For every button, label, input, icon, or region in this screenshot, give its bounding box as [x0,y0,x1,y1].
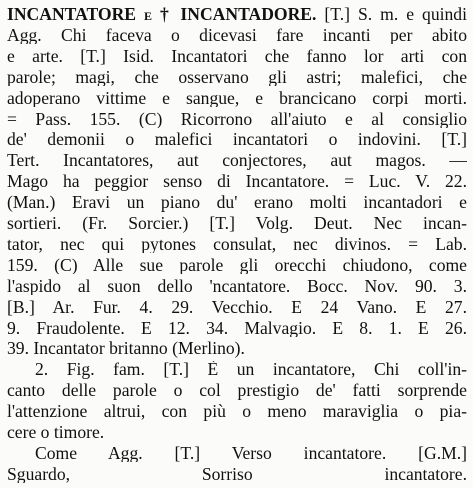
text-line-9: Mago ha peggior senso di Incantatore. = Luc. V. 22. [7,173,467,191]
text-line-23: Sguardo, Sorriso incantatore. [7,465,467,484]
text-line-15: [B.] Ar. Fur. 4. 29. Vecchio. E 24 Vano. E 27. [7,298,467,317]
text-line-11: sortieri. (Fr. Sorcier.) [T.] Volg. Deut. Nec incan- [7,215,467,233]
text-line-12: tator, nec qui pytones consulat, nec divinos. = Lab. [7,235,467,254]
text-line-2: Agg. Chi faceva o dicevasi fare incanti per abito [7,26,467,45]
text-line-6: = Pass. 155. (C) Ricorrono all'aiuto e al consiglio [7,110,467,129]
text-line-17: 39. Incantator britanno (Merlino). [7,340,245,358]
text-line-5: adoperano vittime e sangue, e brancicano corpi morti. [7,89,467,108]
text-line-18: 2. Fig. fam. [T.] È un incantatore, Chi coll'in- [35,361,467,379]
text-line-13: 159. (C) Alle sue parole gli orecchi chiudono, come [7,256,467,275]
text-line-3: e arte. [T.] Isid. Incantatori che fanno lor arti con [7,47,467,66]
text-line-7: de' demonii o malefici incantatori o indovini. [T.] [7,131,467,149]
text-line-21: cere o timore. [7,424,105,442]
text-line-10: (Man.) Eravi un piano du' erano molti incantadori e [7,194,467,212]
text-line-20: l'attenzione altrui, con più o meno maraviglia o pia- [7,403,467,421]
text-line-19: canto delle parole o col prestigio de' fatti sorprende [7,382,467,400]
text-line-16: 9. Fraudolente. E 12. 34. Malvagio. E 8. 1. E 26. [7,319,467,338]
text-line-22: Come Agg. [T.] Verso incantatore. [G.M.] [35,444,467,463]
text-line-14: l'aspido al suon dello 'ncantatore. Bocc. Nov. 90. 3. [7,277,467,296]
text-line-8: Tert. Incantatores, aut conjectores, aut magos. — [7,152,467,170]
text-line-1: INCANTATORE e † INCANTADORE. [T.] S. m. e quindi [7,6,467,24]
entry-headword: INCANTATORE e † INCANTADORE. [7,6,317,24]
text-line-4: parole; magi, che osservano gli astri; malefici, che [7,68,467,87]
